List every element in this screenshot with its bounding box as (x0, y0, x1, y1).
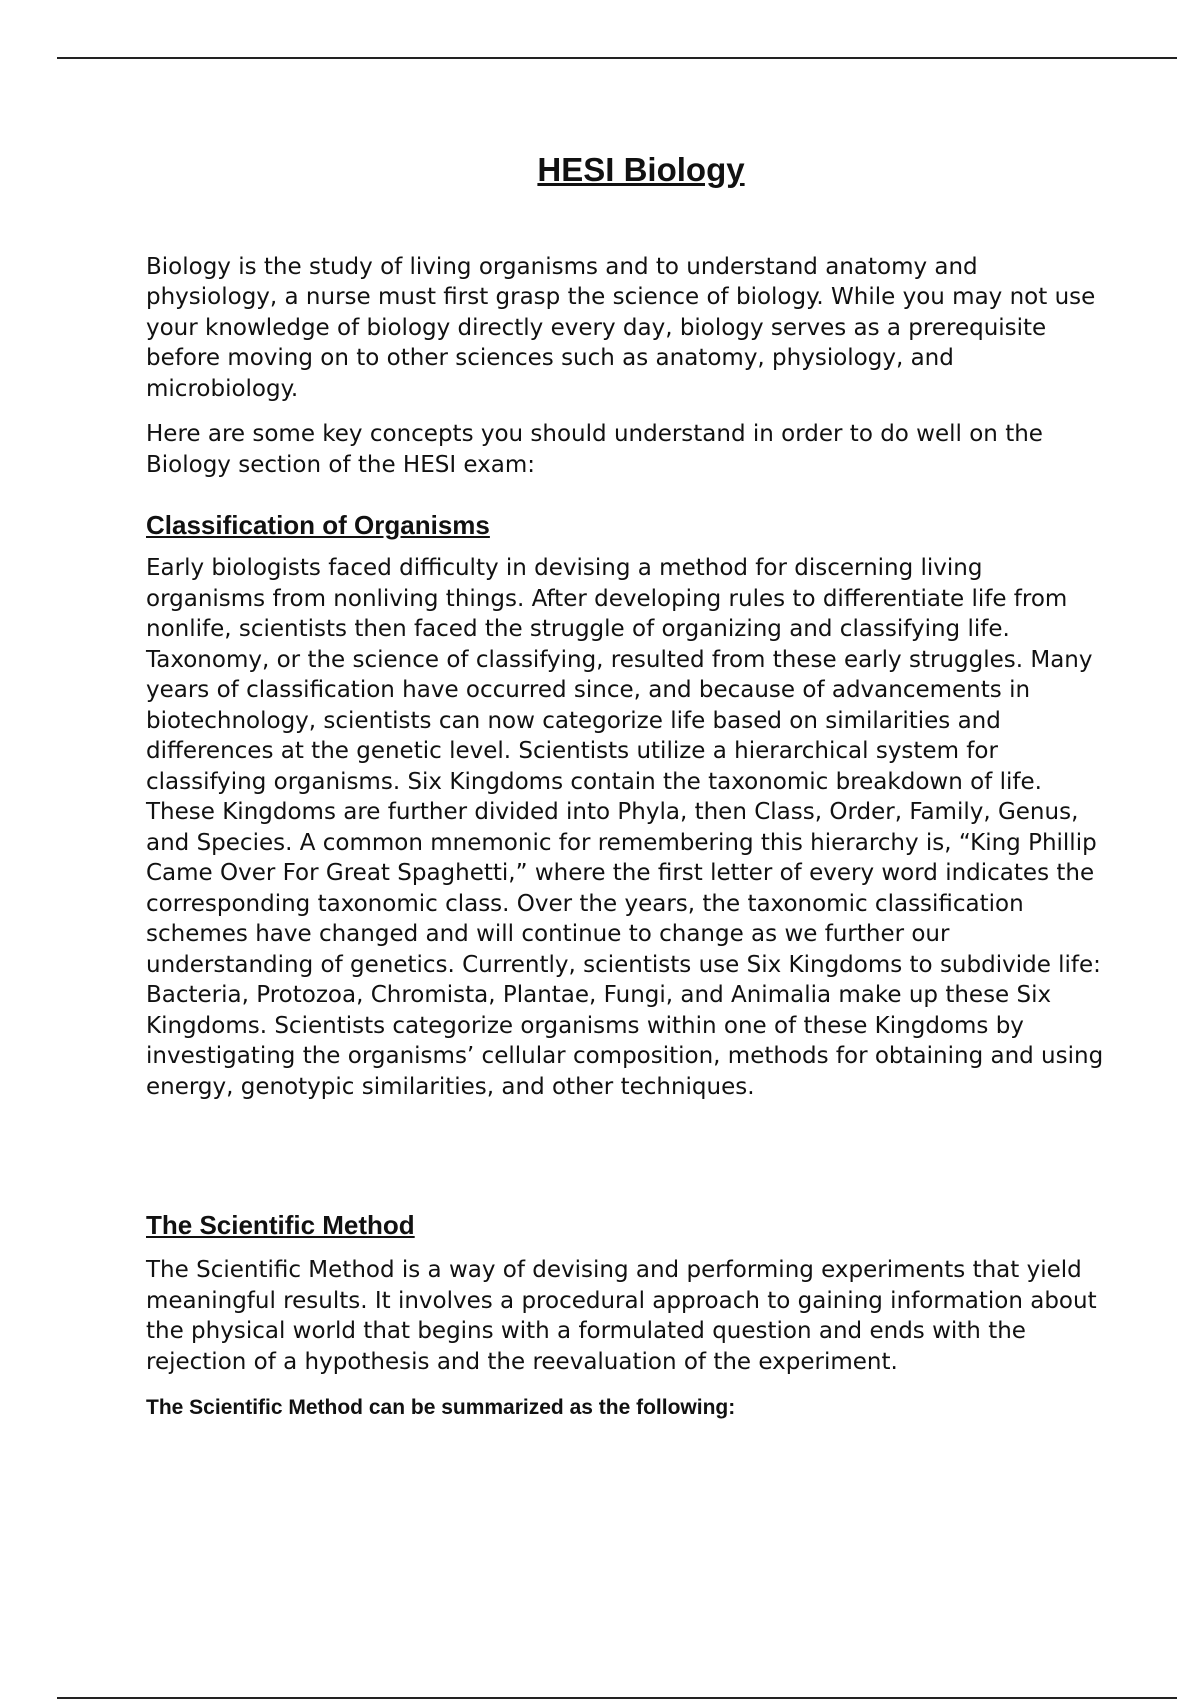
intro-paragraph-1: Biology is the study of living organisms and to understand anatomy and physiology, a nurse must first grasp the science of biology. While you may not use your knowledge of biology directly every day, biology serves as a prerequisite before moving on to other sciences such as anatomy, physiology, and microbiology. (146, 253, 1096, 402)
section-heading-scientific-method: The Scientific Method (146, 1210, 415, 1241)
top-rule (57, 57, 1177, 59)
section-paragraph-classification: Early biologists faced difficulty in devising a method for discerning living organisms from nonliving things. After developing rules to differentiate life from nonlife, scientists then faced the struggle of organizing and classifying life. Taxonomy, or the science of classifying, resulted from these early struggles. Many years of classification have occurred since, and because of advancements in biotechnology, scientists can now categorize life based on similarities and differences at the genetic level. Scientists utilize a hierarchical system for classifying organisms. Six Kingdoms contain the taxonomic breakdown of life. These Kingdoms are further divided into Phyla, then Class, Order, Family, Genus, and Species. A common mnemonic for remembering this hierarchy is, “King Phillip Came Over For Great Spaghetti,” where the first letter of every word indicates the corresponding taxonomic class. Over the years, the taxonomic classification schemes have changed and will continue to change as we further our understanding of genetics. Currently, scientists use Six Kingdoms to subdivide life: Bacteria, Protozoa, Chromista, Plantae, Fungi, and Animalia make up these Six Kingdoms. Scientists categorize organisms within one of these Kingdoms by investigating the organisms’ cellular composition, methods for obtaining and using energy, genotypic similarities, and other techniques. (146, 555, 1104, 1100)
section-paragraph-scientific-method: The Scientific Method is a way of devising and performing experiments that yield meaningful results. It involves a procedural approach to gaining information about the physical world that begins with a formulated question and ends with the rejection of a hypothesis and the reevaluation of the experiment. (146, 1257, 1097, 1375)
scientific-method-summary-label: The Scientific Method can be summarized as the following: (146, 1396, 736, 1420)
document-title: HESI Biology (537, 151, 745, 188)
intro-paragraph-2: Here are some key concepts you should understand in order to do well on the Biology section of the HESI exam: (146, 421, 1043, 478)
section-heading-classification: Classification of Organisms (146, 510, 490, 541)
document-page (146, 140, 1106, 1421)
bottom-rule (57, 1697, 1177, 1699)
